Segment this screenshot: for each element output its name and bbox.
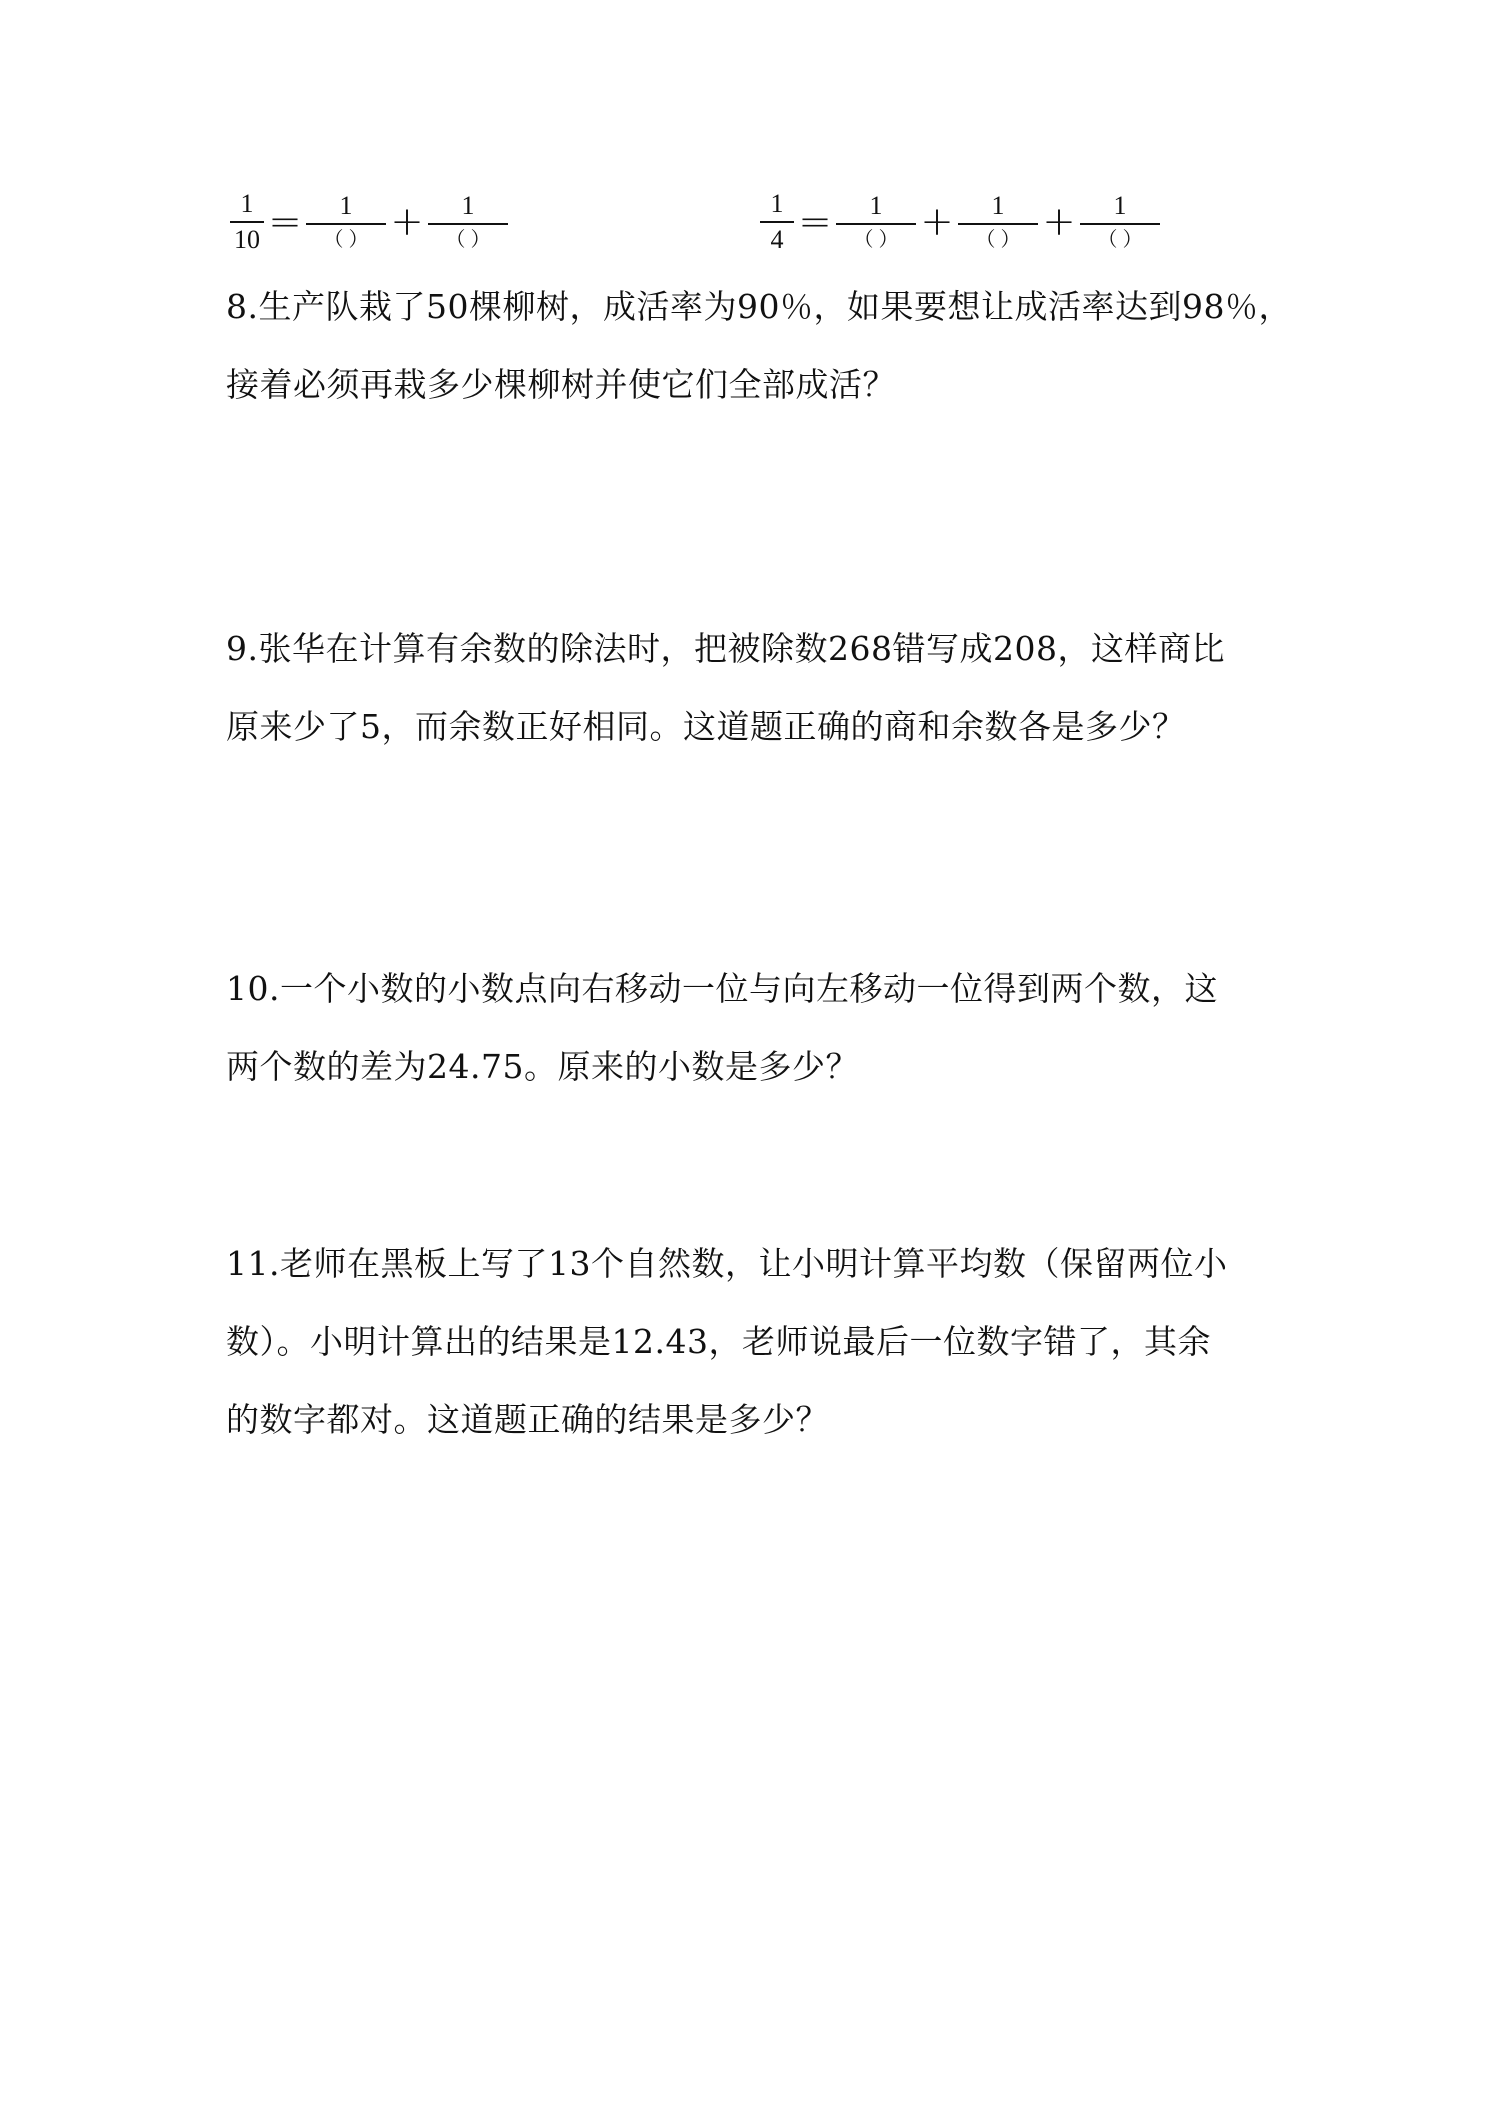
fraction-numerator: 1 <box>461 191 475 220</box>
fraction-equation-left <box>230 182 508 262</box>
equals-sign: = <box>268 199 302 245</box>
problem-text-line: 两个数的差为24.75。原来的小数是多少？ <box>226 1047 859 1086</box>
plus-sign: + <box>1042 199 1076 245</box>
given-fraction <box>230 182 264 262</box>
blank-fraction <box>306 182 386 262</box>
fraction-denominator: 10 <box>234 225 260 254</box>
problem-text-line: 8.生产队栽了50棵柳树，成活率为90％，如果要想让成活率达到98％， <box>226 287 1292 326</box>
blank-fraction <box>428 182 508 262</box>
fraction-numerator: 1 <box>991 191 1005 220</box>
problem-text-line: 原来少了5，而余数正好相同。这道题正确的商和余数各是多少？ <box>226 707 1186 746</box>
blank-fraction <box>836 182 916 262</box>
equals-sign: = <box>798 199 832 245</box>
fraction-numerator: 1 <box>770 189 784 218</box>
fraction-denominator: 4 <box>770 225 784 254</box>
problem-text-line: 11.老师在黑板上写了13个自然数，让小明计算平均数（保留两位小 <box>226 1244 1228 1283</box>
fraction-numerator: 1 <box>869 191 883 220</box>
problem-8 <box>226 268 1292 424</box>
problem-text-line: 接着必须再栽多少棵柳树并使它们全部成活？ <box>226 365 896 404</box>
problem-9 <box>226 610 1286 766</box>
problem-text-line: 数）。小明计算出的结果是12.43，老师说最后一位数字错了，其余 <box>226 1322 1211 1361</box>
blank-denominator: （ ） <box>323 229 369 251</box>
fraction-numerator: 1 <box>240 189 254 218</box>
fraction-equation-right <box>760 182 1160 262</box>
problem-text-line: 的数字都对。这道题正确的结果是多少？ <box>226 1400 829 1439</box>
blank-denominator: （ ） <box>853 229 899 251</box>
problem-10 <box>226 950 1286 1106</box>
problem-text-line: 10.一个小数的小数点向右移动一位与向左移动一位得到两个数，这 <box>226 969 1218 1008</box>
blank-fraction <box>958 182 1038 262</box>
blank-denominator: （ ） <box>445 229 491 251</box>
fraction-numerator: 1 <box>339 191 353 220</box>
blank-denominator: （ ） <box>975 229 1021 251</box>
problem-11 <box>226 1225 1286 1459</box>
problem-text-line: 9.张华在计算有余数的除法时，把被除数268错写成208，这样商比 <box>226 629 1225 668</box>
fraction-numerator: 1 <box>1113 191 1127 220</box>
given-fraction <box>760 182 794 262</box>
blank-denominator: （ ） <box>1097 229 1143 251</box>
plus-sign: + <box>920 199 954 245</box>
blank-fraction <box>1080 182 1160 262</box>
plus-sign: + <box>390 199 424 245</box>
